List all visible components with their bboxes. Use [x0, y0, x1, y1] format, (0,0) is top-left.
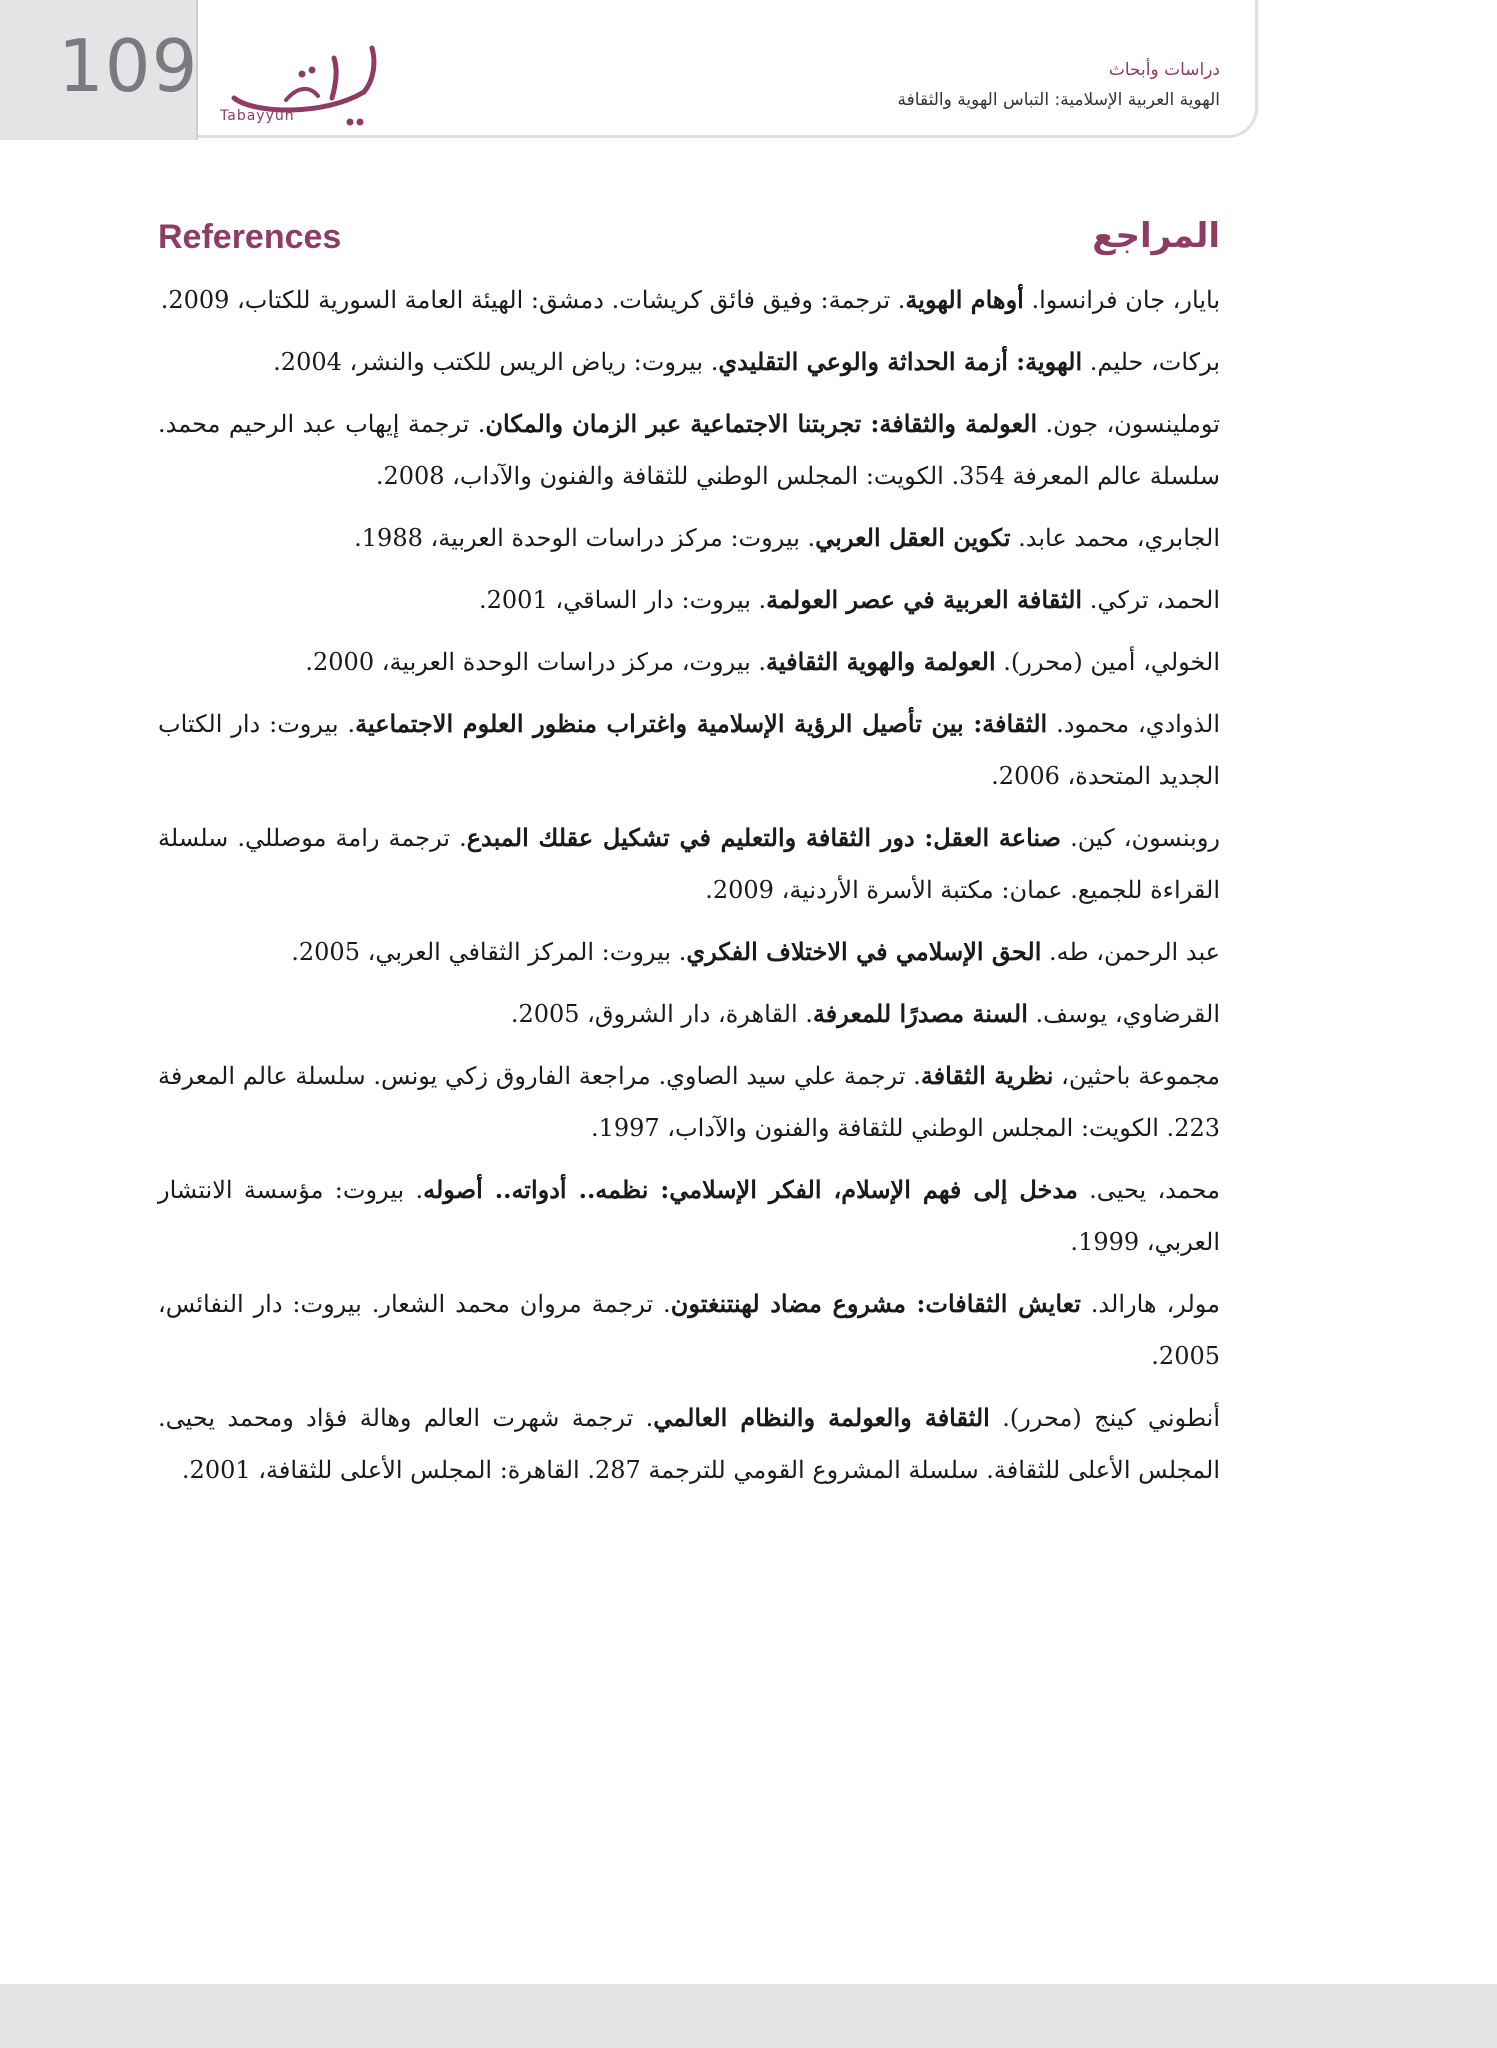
reference-item: الذوادي، محمود. الثقافة: بين تأصيل الرؤية الإسلامية واغتراب منظور العلوم الاجتماعية. بيروت: دار الكتاب الجديد المتحدة، 2006.: [158, 709, 1221, 790]
reference-item: مجموعة باحثين، نظرية الثقافة. ترجمة علي سيد الصاوي. مراجعة الفاروق زكي يونس. سلسلة عالم المعرفة 223. الكويت: المجلس الوطني للثقافة والفنون والآداب، 1997.: [158, 1061, 1221, 1142]
reference-item: الجابري، محمد عابد. تكوين العقل العربي. بيروت: مركز دراسات الوحدة العربية، 1988.: [354, 523, 1220, 552]
section-label: دراسات وأبحاث: [1108, 60, 1220, 80]
reference-item: عبد الرحمن، طه. الحق الإسلامي في الاختلاف الفكري. بيروت: المركز الثقافي العربي، 2005.: [291, 937, 1220, 966]
page-footer: [0, 1984, 1497, 2048]
reference-item: القرضاوي، يوسف. السنة مصدرًا للمعرفة. القاهرة، دار الشروق، 2005.: [510, 999, 1220, 1028]
reference-item: الحمد، تركي. الثقافة العربية في عصر العولمة. بيروت: دار الساقي، 2001.: [479, 585, 1220, 614]
references-heading-arabic: المراجع: [1092, 216, 1220, 256]
article-title: الهوية العربية الإسلامية: التباس الهوية والثقافة: [897, 90, 1220, 110]
reference-item: أنطوني كينج (محرر). الثقافة والعولمة والنظام العالمي. ترجمة شهرت العالم وهالة فؤاد ومحمد يحيى. المجلس الأعلى للثقافة. سلسلة المشروع القومي للترجمة 287. القاهرة: المجلس الأعلى للثقافة، 2001.: [158, 1403, 1220, 1484]
references-heading-english: References: [158, 218, 342, 256]
reference-item: توملينسون، جون. العولمة والثقافة: تجربتنا الاجتماعية عبر الزمان والمكان. ترجمة إيهاب عبد الرحيم محمد. سلسلة عالم المعرفة 354. الكويت: المجلس الوطني للثقافة والفنون والآداب، 2008.: [158, 409, 1220, 490]
reference-item: مولر، هارالد. تعايش الثقافات: مشروع مضاد لهنتنغتون. ترجمة مروان محمد الشعار. بيروت: دار النفائس، 2005.: [158, 1289, 1221, 1370]
page-number: 109: [58, 24, 199, 108]
reference-item: الخولي، أمين (محرر). العولمة والهوية الثقافية. بيروت، مركز دراسات الوحدة العربية، 2000.: [305, 647, 1220, 676]
reference-item: محمد، يحيى. مدخل إلى فهم الإسلام، الفكر الإسلامي: نظمه.. أدواته.. أصوله. بيروت: مؤسسة الانتشار العربي، 1999.: [158, 1175, 1221, 1256]
reference-item: بركات، حليم. الهوية: أزمة الحداثة والوعي التقليدي. بيروت: رياض الريس للكتب والنشر، 2004.: [273, 347, 1220, 376]
reference-list: [158, 274, 1220, 1506]
reference-item: بايار، جان فرانسوا. أوهام الهوية. ترجمة: وفيق فائق كريشات. دمشق: الهيئة العامة السورية للكتاب، 2009.: [160, 285, 1220, 314]
logo-wordmark: Tabayyun: [220, 108, 295, 124]
reference-item: روبنسون، كين. صناعة العقل: دور الثقافة والتعليم في تشكيل عقلك المبدع. ترجمة رامة موصللي. سلسلة القراءة للجميع. عمان: مكتبة الأسرة الأردنية، 2009.: [158, 823, 1220, 904]
